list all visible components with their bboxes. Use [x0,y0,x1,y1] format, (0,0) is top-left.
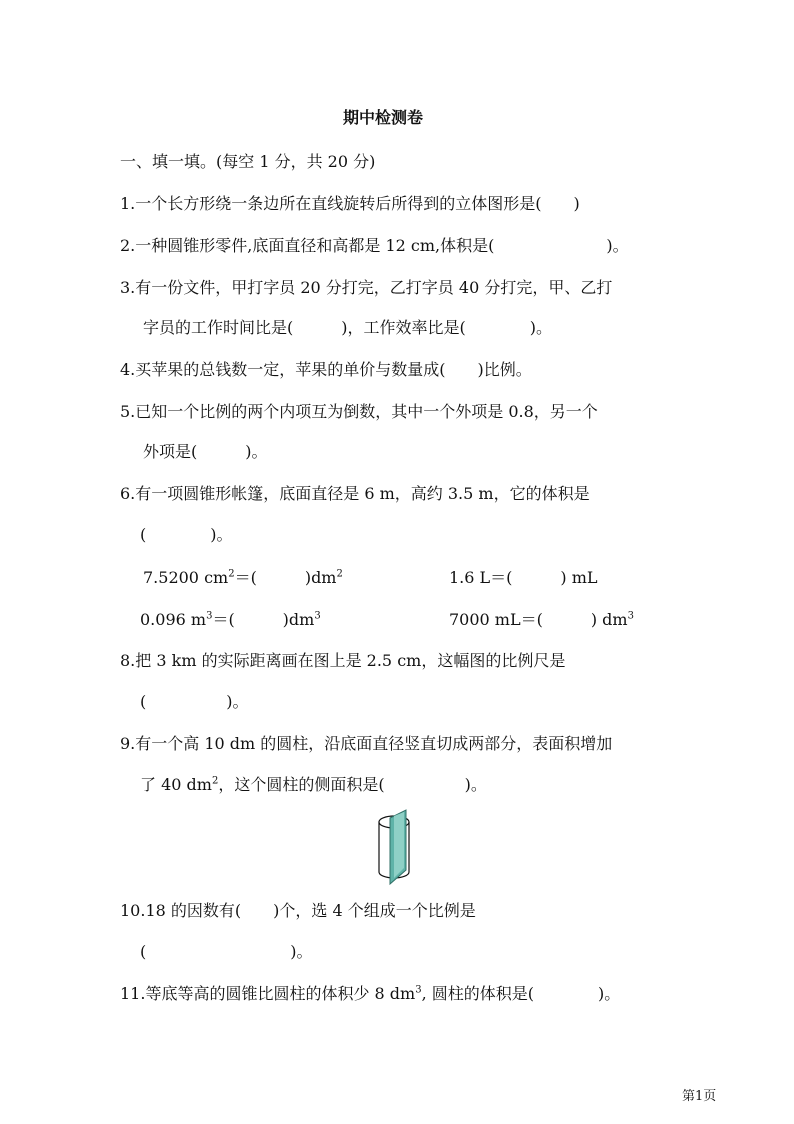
question-3-line-1: 3.有一份文件，甲打字员 20 分打完，乙打字员 40 分打完，甲、乙打 [120,278,613,297]
question-7-item-d: 7000 mL＝( ) $dm^3$ [449,610,634,629]
page-title: 期中检测卷 [343,108,424,127]
page-number: 第1页 [682,1089,717,1104]
question-9-line-2: 了 40 $dm^2$，这个圆柱的侧面积是( )。 [140,775,487,794]
question-5-line-2: 外项是( )。 [143,442,268,461]
question-7-item-a: 7.5200 $cm^2=$( )$dm^2$ [143,568,343,587]
question-7-item-b: 1.6 L＝( ) mL [449,568,598,587]
question-3-line-2: 字员的工作时间比是( )，工作效率比是( )。 [143,318,552,337]
question-6-line-1: 6.有一项圆锥形帐篷，底面直径是 6 m，高约 3.5 m，它的体积是 [120,484,590,503]
question-1: 1.一个长方形绕一条边所在直线旋转后所得到的立体图形是( ) [120,194,580,213]
cylinder-cut-figure [373,808,423,888]
question-10-line-1: 10.18 的因数有( )个，选 4 个组成一个比例是 [120,901,476,920]
question-9-line-1: 9.有一个高 10 dm 的圆柱，沿底面直径竖直切成两部分，表面积增加 [120,734,613,753]
question-5-line-1: 5.已知一个比例的两个内项互为倒数，其中一个外项是 0.8，另一个 [120,402,598,421]
question-4: 4.买苹果的总钱数一定，苹果的单价与数量成( )比例。 [120,360,532,379]
question-8-line-1: 8.把 3 km 的实际距离画在图上是 2.5 cm，这幅图的比例尺是 [120,651,566,670]
question-6-line-2: ( )。 [140,525,233,544]
section-heading: 一、填一填。(每空 1 分，共 20 分) [120,152,376,171]
question-10-line-2: ( )。 [140,942,313,961]
question-11: 11.等底等高的圆锥比圆柱的体积少 8 $dm^3$, 圆柱的体积是( )。 [120,984,621,1003]
question-7-item-c: 0.096 $m^3=$( )$dm^3$ [140,610,321,629]
question-8-line-2: ( )。 [140,692,249,711]
question-2: 2.一种圆锥形零件,底面直径和高都是 12 cm,体积是( )。 [120,236,629,255]
